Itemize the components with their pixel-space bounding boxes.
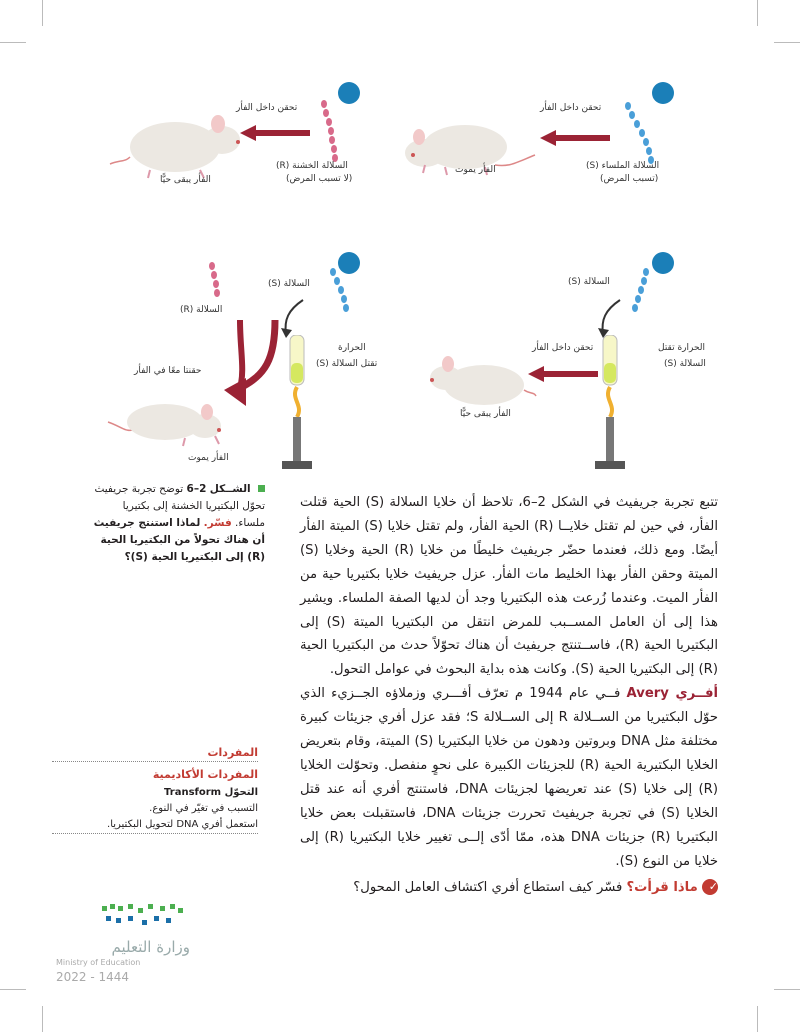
ministry-logo-mark	[98, 900, 188, 936]
caption-marker	[258, 485, 265, 492]
panel1-strain-note: (تسبب المرض)	[600, 174, 659, 184]
heat-arrow-3	[595, 298, 625, 338]
ministry-logo-arabic: وزارة التعليم	[111, 938, 190, 956]
vocabulary-term: التحوّل Transform	[164, 787, 258, 798]
mouse-alive-illustration	[100, 102, 250, 182]
panel2-strain-note: (لا تسبب المرض)	[286, 174, 353, 184]
panel2-mouse-label: الفأر يبقى حيًّا	[160, 175, 211, 185]
panel4-mix-label: حقنتا معًا في الفأر	[134, 366, 202, 376]
panel1-mouse-label: الفأر يموت	[455, 165, 496, 175]
body-paragraph-2-text: فــي عام 1944 م تعرّف أفـــري وزملاؤه الجــزيء الذي حوّل البكتيريا من الســلالة R إلى الســلالة S؛ فقد عزل أفري جزيئات كبيرة مختلفة مثل DNA وبروتين ودهون من خلايا البكتيريا (S) الميتة، وقام بتعريض الخلايا البكتيرية الحية (R) للجزيئات الكبيرة على نحوٍ منفصل. وتحوّلت الخلايا (R) إلى خلايا (S) عند تعريضها لجزيئات DNA، فاستنتج أفري أنه عند قتل الخلايا (S) في تجربة جريفيث تحررت جزيئات DNA، فاستقبلت بعض خلايا البكتيريا (R) جزيئات DNA هذه، ممّا أدّى إلــى تغيير خلايا البكتيريا (R) إلى خلايا من النوع (S).	[300, 686, 719, 869]
injection-arrow-2	[240, 125, 310, 141]
panel3-mouse-label: الفأر يبقى حيًّا	[460, 409, 511, 419]
s-strain-bacteria-3	[620, 266, 660, 316]
body-paragraph-2	[300, 682, 718, 873]
s-strain-bacteria-1	[620, 100, 660, 165]
check-icon: ✓	[702, 879, 718, 895]
panel2-strain-label: السلالة الخشنة (R)	[276, 161, 348, 171]
panel4-s-strain-label: السلالة (S)	[268, 279, 310, 289]
caption-text: توضح تجربة جريفيث تحوّل البكتيريا الخشنة إلى بكتيريا ملساء.	[94, 483, 265, 529]
ministry-logo-year: 2022 - 1444	[56, 970, 130, 984]
panel3-strain-label: السلالة (S)	[568, 277, 610, 287]
injection-arrow-3	[528, 366, 598, 382]
body-paragraph-1: تتبع تجربة جريفيث في الشكل 2–6، تلاحظ أن خلايا السلالة (S) الحية قتلت الفأر، في حين لم تقتل خلايــا (R) الحية الفأر، ولم تقتل خلايا (S) الميتة الفأر أيضًا. ومع ذلك، فعندما حضّر جريفيث خليطًا من خلايا (R) الحية وخلايا (S) الميتة وحقن الفأر بهذا الخليط مات الفأر. عزل جريفيث خلايا بكتيريا حية من الفأر الميت. وعندما زُرعت هذه البكتيريا وجد أن لديها الصفة الملساء. ويشير هذا إلى أن العامل المســبب للمرض انتقل من البكتيريا الميتة (S) إلى البكتيريا الحية (R)، فاســتنتج جريفيث أن هناك تحوّلاً حدث من البكتيريا الحية (R) إلى البكتيريا الحية (S). وكانت هذه بداية البحوث في عوامل التحول.	[300, 495, 719, 678]
caption-q-word: فسّر.	[203, 517, 232, 529]
vocabulary-definition: التسبب في تغيّر في النوع.	[149, 803, 258, 814]
panel3-heat-label-1: الحرارة تقتل	[658, 343, 706, 353]
panel1-strain-label: السلالة الملساء (S)	[586, 161, 660, 171]
r-strain-bacteria-1	[310, 98, 350, 163]
mouse-dies-illustration-4	[105, 392, 235, 452]
reading-check-label: ماذا قرأت؟	[626, 879, 698, 895]
avery-name: أفــري Avery	[626, 686, 718, 702]
r-strain-bacteria-4	[200, 260, 230, 305]
caption-fig-word: الشــكل	[209, 483, 251, 495]
panel3-heat-label-2: السلالة (S)	[664, 359, 706, 369]
panel1-inject-label: تحقن داخل الفأر	[540, 103, 602, 113]
panel2-inject-label: تحقن داخل الفأر	[236, 103, 298, 113]
vocabulary-box	[52, 745, 258, 834]
vocabulary-heading: المفردات	[52, 745, 258, 762]
caption-q-text: لماذا استنتج جريفيث أن هناك تحولاً من البكتيريا الحية (R) إلى البكتيريا الحية (S)؟	[93, 517, 265, 563]
griffith-figure	[100, 80, 710, 470]
injection-arrow-1	[540, 130, 610, 146]
vocabulary-example: استعمل أفري DNA لتحويل البكتيريا.	[52, 817, 258, 834]
reading-check-text: فسّر كيف استطاع أفري اكتشاف العامل المحول؟	[353, 879, 623, 895]
panel4-heat-label-1: الحرارة	[338, 343, 366, 353]
reading-check	[300, 876, 718, 900]
s-strain-bacteria-4	[325, 266, 365, 316]
panel4-heat-label-2: تقتل السلالة (S)	[316, 359, 378, 369]
panel4-mouse-label: الفأر يموت	[188, 453, 229, 463]
caption-fig-num: 2–6	[186, 483, 207, 495]
panel3-inject-label: تحقن داخل الفأر	[532, 343, 594, 353]
panel4-r-strain-label: السلالة (R)	[180, 305, 223, 315]
vocabulary-subheading: المفردات الأكاديمية	[152, 768, 258, 781]
mouse-alive-illustration-3	[422, 350, 537, 410]
ministry-logo-english: Ministry of Education	[56, 958, 141, 967]
figure-caption	[90, 481, 265, 566]
test-tube-burner-3	[595, 335, 625, 475]
main-body-text	[300, 491, 718, 899]
